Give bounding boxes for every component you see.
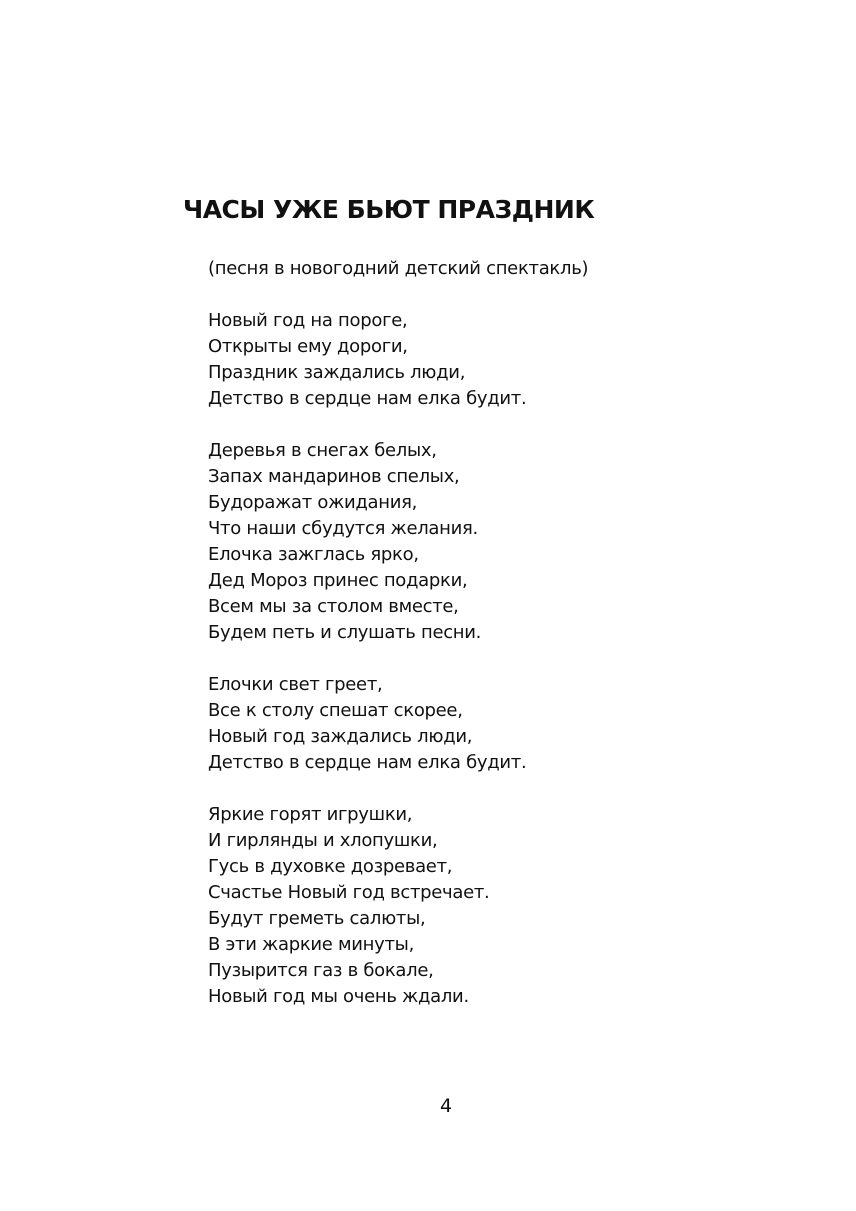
stanza-2 xyxy=(208,438,481,646)
verse-line: Будоражат ожидания, xyxy=(208,492,418,513)
verse-line: Елочка зажглась ярко, xyxy=(208,544,419,565)
page-title: ЧАСЫ УЖЕ БЬЮТ ПРАЗДНИК xyxy=(183,195,595,224)
stanza-1 xyxy=(208,308,526,412)
verse-line: Гусь в духовке дозревает, xyxy=(208,856,453,877)
verse-line: Детство в сердце нам елка будит. xyxy=(208,752,527,773)
page-number: 4 xyxy=(439,1095,453,1117)
verse-line: Всем мы за столом вместе, xyxy=(208,596,459,617)
verse-line: Счастье Новый год встречает. xyxy=(208,882,490,903)
verse-line: Дед Мороз принес подарки, xyxy=(208,570,468,591)
stanza-4 xyxy=(208,802,489,1010)
verse-line: Что наши сбудутся желания. xyxy=(208,518,478,539)
verse-line: Пузырится газ в бокале, xyxy=(208,960,434,981)
verse-line: Новый год заждались люди, xyxy=(208,726,473,747)
verse-line: И гирлянды и хлопушки, xyxy=(208,830,438,851)
verse-line: Запах мандаринов спелых, xyxy=(208,466,460,487)
verse-line: Деревья в снегах белых, xyxy=(208,440,437,461)
verse-line: Новый год на пороге, xyxy=(208,310,408,331)
verse-line: Яркие горят игрушки, xyxy=(208,804,413,825)
verse-line: Все к столу спешат скорее, xyxy=(208,700,463,721)
stanza-3 xyxy=(208,672,526,776)
verse-line: Елочки свет греет, xyxy=(208,674,383,695)
verse-line: Будем петь и слушать песни. xyxy=(208,622,482,643)
song-subtitle: (песня в новогодний детский спектакль) xyxy=(208,258,589,279)
verse-line: Будут греметь салюты, xyxy=(208,908,426,929)
verse-line: Открыты ему дороги, xyxy=(208,336,408,357)
verse-line: В эти жаркие минуты, xyxy=(208,934,415,955)
verse-line: Новый год мы очень ждали. xyxy=(208,986,469,1007)
verse-line: Детство в сердце нам елка будит. xyxy=(208,388,527,409)
verse-line: Праздник заждались люди, xyxy=(208,362,466,383)
